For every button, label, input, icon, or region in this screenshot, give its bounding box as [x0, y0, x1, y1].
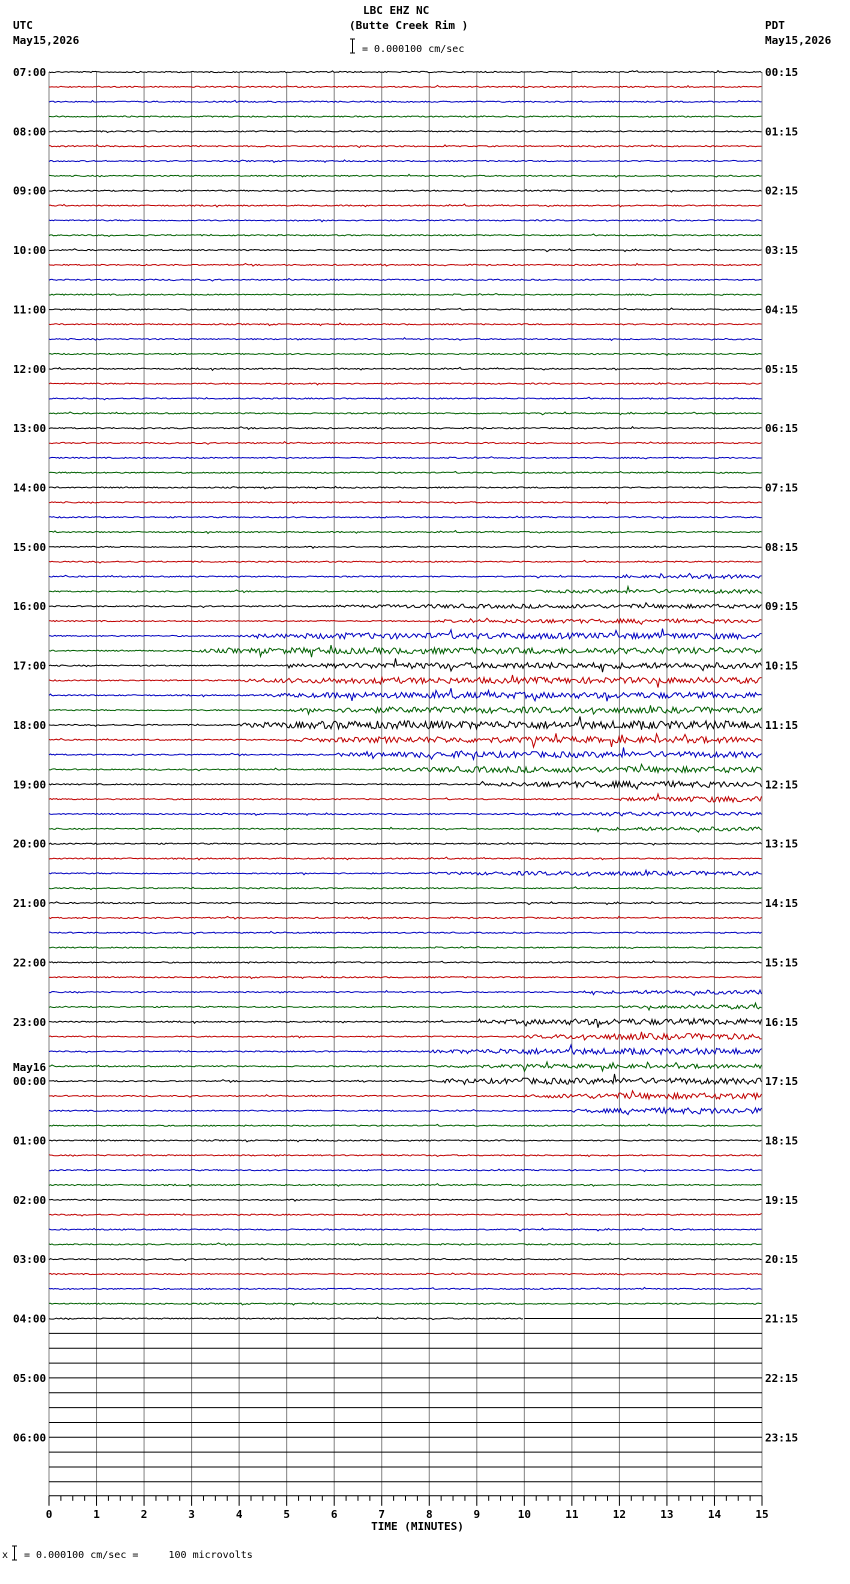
seismic-trace	[49, 279, 762, 282]
x-tick-label: 2	[140, 1507, 148, 1521]
seismic-trace	[49, 1228, 762, 1231]
seismic-trace	[49, 1213, 762, 1216]
utc-hour-label: 17:00	[13, 659, 47, 673]
pdt-hour-label: 00:15	[765, 66, 799, 79]
utc-hour-label: 19:00	[13, 778, 47, 792]
x-tick-label: 8	[425, 1507, 433, 1521]
seismic-trace	[49, 397, 762, 400]
seismic-trace	[49, 629, 762, 639]
seismic-trace	[49, 174, 762, 177]
seismic-trace	[49, 1273, 762, 1275]
seismic-trace	[49, 827, 762, 832]
x-tick-label: 7	[378, 1507, 386, 1521]
pdt-hour-label: 02:15	[765, 184, 799, 198]
pdt-hour-label: 11:15	[765, 718, 799, 732]
pdt-hour-label: 15:15	[765, 956, 799, 970]
seismic-trace	[49, 705, 762, 714]
seismic-trace	[49, 887, 762, 890]
seismic-trace	[49, 560, 762, 563]
seismic-trace	[49, 947, 762, 949]
utc-hour-label: 21:00	[13, 897, 47, 911]
pdt-hour-label: 10:15	[765, 659, 799, 673]
utc-hour-label: 18:00	[13, 718, 47, 732]
seismic-trace	[49, 234, 762, 237]
seismic-trace	[49, 916, 762, 919]
seismic-trace	[49, 1091, 762, 1099]
seismic-trace	[49, 618, 762, 624]
seismic-trace	[49, 857, 762, 860]
utc-hour-label: 05:00	[13, 1371, 47, 1385]
pdt-hour-label: 01:15	[765, 125, 799, 139]
seismic-trace	[49, 1074, 762, 1084]
seismic-trace	[49, 748, 762, 760]
seismic-trace	[49, 442, 762, 445]
seismic-trace	[49, 546, 762, 548]
x-tick-label: 4	[235, 1507, 243, 1521]
seismic-trace	[49, 1124, 762, 1126]
utc-hour-label: 14:00	[13, 481, 47, 495]
pdt-hour-label: 14:15	[765, 897, 799, 911]
seismic-trace	[49, 531, 762, 534]
footer-scale-text: = 0.000100 cm/sec = 100 microvolts	[24, 1550, 253, 1561]
seismic-trace	[49, 131, 762, 133]
utc-hour-label: 13:00	[13, 422, 47, 436]
seismic-trace	[49, 976, 762, 979]
seismic-trace	[49, 1062, 762, 1071]
utc-hour-label: 03:00	[13, 1253, 47, 1267]
seismic-trace	[49, 870, 762, 876]
utc-date-label: May16	[13, 1061, 47, 1075]
utc-hour-label: 06:00	[13, 1431, 47, 1445]
seismic-trace	[49, 812, 762, 816]
seismic-trace	[49, 1108, 762, 1115]
footer-marker: x	[2, 1550, 9, 1561]
utc-hour-label: 02:00	[13, 1193, 47, 1207]
seismic-trace	[49, 264, 762, 267]
pdt-hour-label: 06:15	[765, 422, 799, 436]
pdt-hour-label: 16:15	[765, 1015, 799, 1029]
seismic-trace	[49, 1199, 762, 1201]
pdt-hour-label: 07:15	[765, 481, 799, 495]
seismic-trace	[49, 688, 762, 701]
seismic-trace	[49, 219, 762, 221]
utc-hour-label: 04:00	[13, 1312, 47, 1326]
seismic-trace	[49, 1045, 762, 1055]
seismic-trace	[49, 294, 762, 296]
x-tick-label: 3	[188, 1507, 195, 1521]
utc-hour-label: 12:00	[13, 362, 47, 376]
seismic-trace	[49, 931, 762, 934]
seismic-trace	[49, 501, 762, 504]
seismic-trace	[49, 587, 762, 594]
seismic-trace	[49, 116, 762, 117]
x-tick-label: 10	[517, 1507, 531, 1521]
utc-hour-label: 20:00	[13, 837, 47, 851]
seismic-trace	[49, 1317, 523, 1320]
station-title: LBC EHZ NC	[363, 4, 430, 17]
pdt-hour-label: 20:15	[765, 1253, 799, 1267]
seismic-trace	[49, 1019, 762, 1028]
seismic-trace	[49, 1243, 762, 1246]
utc-hour-label: 11:00	[13, 303, 47, 317]
pdt-hour-label: 03:15	[765, 244, 799, 258]
seismic-trace	[49, 249, 762, 252]
seismic-trace	[49, 427, 762, 430]
seismic-trace	[49, 190, 762, 193]
seismic-trace	[49, 961, 762, 963]
left-date: May15,2026	[13, 34, 80, 47]
pdt-hour-label: 12:15	[765, 778, 799, 792]
seismic-trace	[49, 353, 762, 356]
seismic-trace	[49, 733, 762, 747]
seismic-trace	[49, 471, 762, 473]
seismic-trace	[49, 383, 762, 385]
seismic-trace	[49, 85, 762, 87]
seismic-trace	[49, 338, 762, 341]
station-location: (Butte Creek Rim )	[349, 19, 469, 32]
seismic-trace	[49, 160, 762, 163]
seismic-trace	[49, 1303, 762, 1305]
seismic-trace	[49, 1258, 762, 1261]
x-tick-label: 13	[660, 1507, 674, 1521]
pdt-hour-label: 21:15	[765, 1312, 799, 1326]
right-timezone: PDT	[765, 19, 785, 32]
utc-hour-label: 00:00	[13, 1075, 47, 1089]
utc-hour-label: 08:00	[13, 125, 47, 139]
seismic-trace	[49, 1169, 762, 1172]
seismic-trace	[49, 902, 762, 905]
seismic-trace	[49, 71, 762, 73]
seismic-trace	[49, 1139, 762, 1142]
seismic-trace	[49, 323, 762, 326]
x-tick-label: 15	[755, 1507, 769, 1521]
seismic-trace	[49, 645, 762, 657]
x-tick-label: 5	[283, 1507, 290, 1521]
utc-hour-label: 07:00	[13, 66, 47, 79]
seismic-trace	[49, 1032, 762, 1040]
utc-hour-label: 22:00	[13, 956, 47, 970]
seismic-trace	[49, 658, 762, 672]
x-tick-label: 6	[330, 1507, 338, 1521]
utc-hour-label: 09:00	[13, 184, 47, 198]
x-axis-title: TIME (MINUTES)	[371, 1519, 464, 1533]
seismic-trace	[49, 100, 762, 102]
pdt-hour-label: 23:15	[765, 1431, 799, 1445]
seismic-trace	[49, 675, 762, 688]
seismic-trace	[49, 1003, 762, 1010]
pdt-hour-label: 13:15	[765, 837, 799, 851]
pdt-hour-label: 05:15	[765, 362, 799, 376]
seismic-trace	[49, 764, 762, 772]
pdt-hour-label: 18:15	[765, 1134, 799, 1148]
x-tick-label: 9	[473, 1507, 481, 1521]
x-tick-label: 1	[93, 1507, 100, 1521]
utc-hour-label: 10:00	[13, 244, 47, 258]
x-tick-label: 12	[612, 1507, 627, 1521]
seismic-trace	[49, 990, 762, 995]
seismic-trace	[49, 1184, 762, 1187]
seismic-trace	[49, 412, 762, 415]
utc-hour-label: 15:00	[13, 540, 47, 554]
footer-scale-bar-icon	[9, 1544, 21, 1562]
seismic-trace	[49, 457, 762, 459]
x-tick-label: 11	[565, 1507, 579, 1521]
seismic-trace	[49, 603, 762, 608]
seismic-trace	[49, 573, 762, 578]
x-tick-label: 14	[707, 1507, 722, 1521]
utc-hour-label: 01:00	[13, 1134, 47, 1148]
pdt-hour-label: 08:15	[765, 540, 799, 554]
pdt-hour-label: 09:15	[765, 600, 799, 614]
seismic-trace	[49, 486, 762, 488]
seismic-trace	[49, 716, 762, 729]
seismic-trace	[49, 794, 762, 802]
seismic-trace	[49, 1154, 762, 1157]
left-timezone: UTC	[13, 19, 33, 32]
utc-hour-label: 23:00	[13, 1015, 47, 1029]
pdt-hour-label: 19:15	[765, 1193, 799, 1207]
utc-hour-label: 16:00	[13, 600, 47, 614]
pdt-hour-label: 04:15	[765, 303, 799, 317]
seismic-trace	[49, 781, 762, 789]
seismic-trace	[49, 516, 762, 519]
seismic-trace	[49, 367, 762, 370]
pdt-hour-label: 22:15	[765, 1371, 799, 1385]
x-tick-label: 0	[45, 1507, 53, 1521]
seismic-trace	[49, 204, 762, 207]
right-date: May15,2026	[765, 34, 832, 47]
seismic-trace	[49, 843, 762, 846]
seismic-trace	[49, 1287, 762, 1289]
pdt-hour-label: 17:15	[765, 1075, 799, 1089]
scale-text: = 0.000100 cm/sec	[362, 44, 465, 55]
seismic-trace	[49, 308, 762, 310]
seismic-trace	[49, 145, 762, 148]
